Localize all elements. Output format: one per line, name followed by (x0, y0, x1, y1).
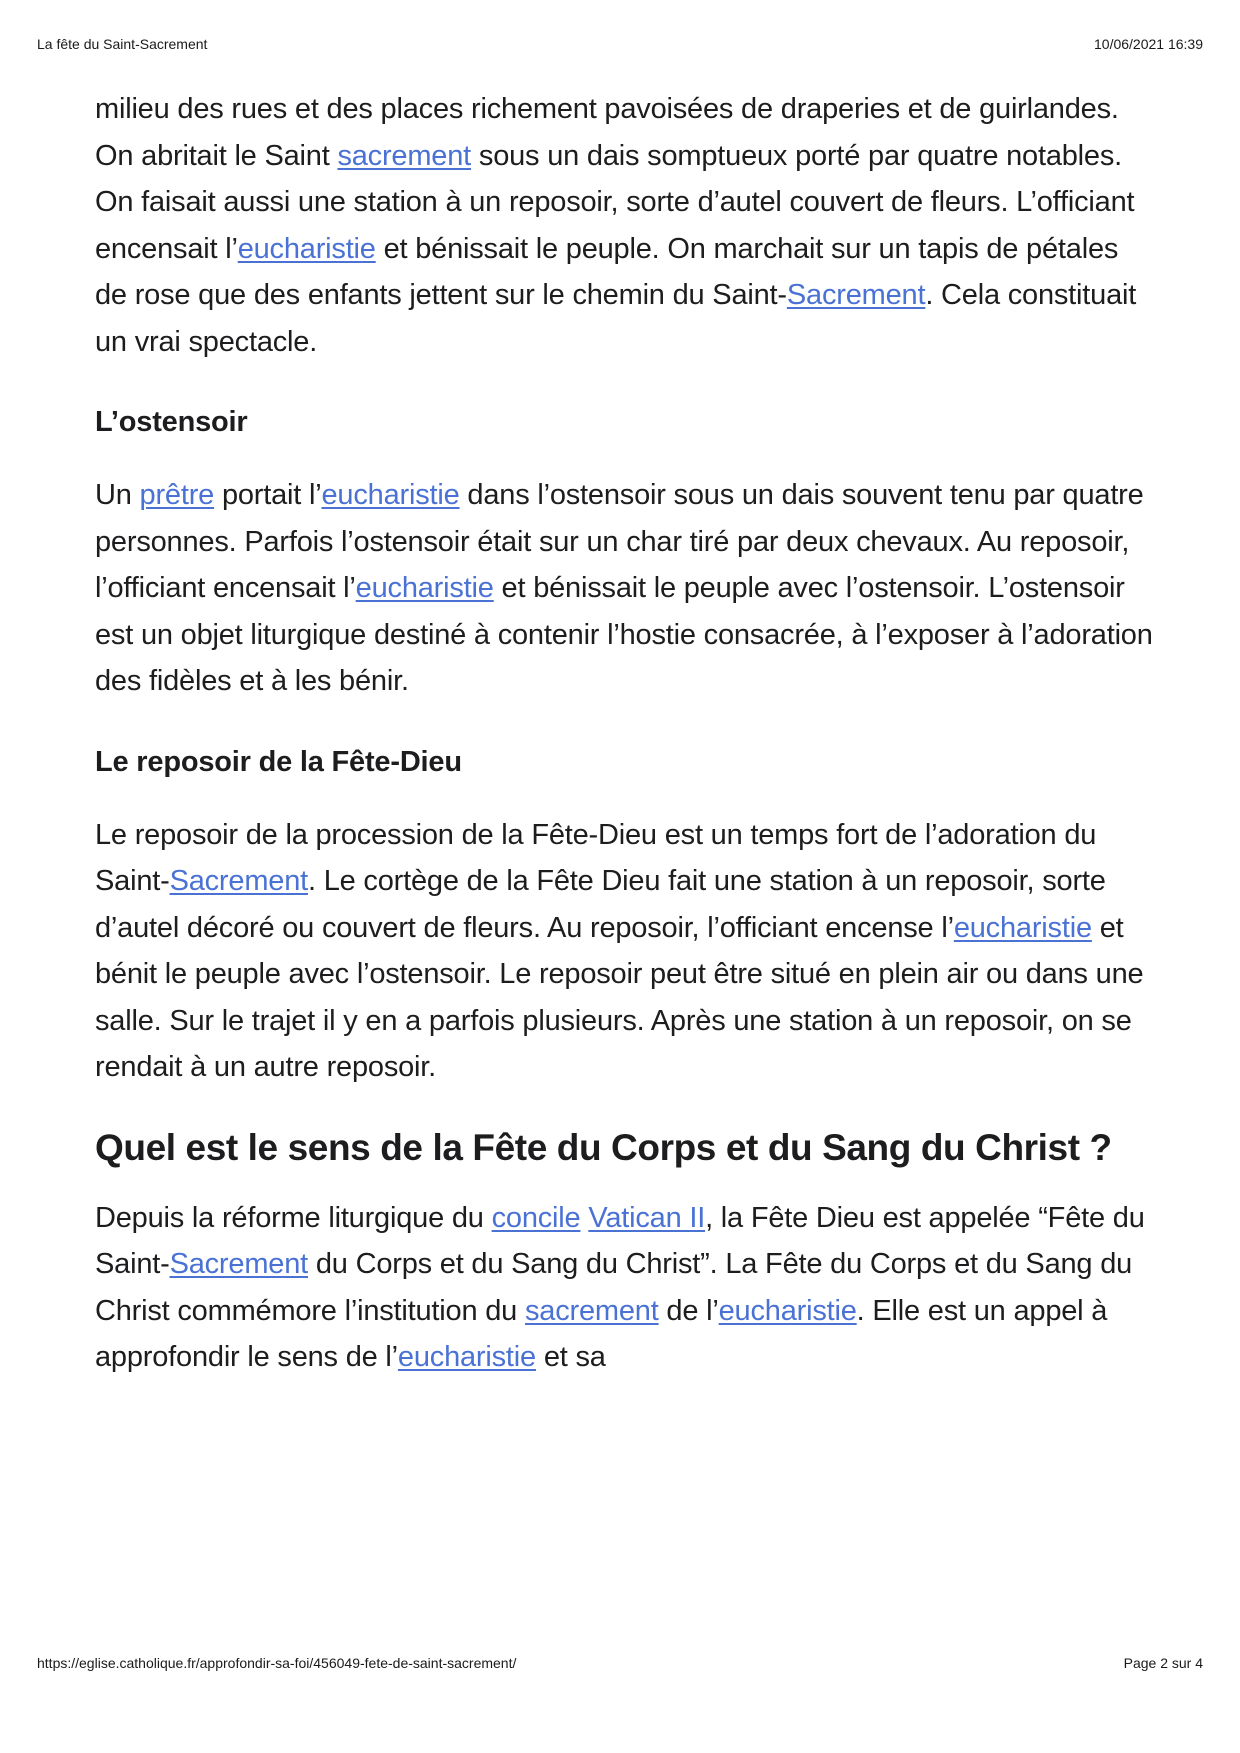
link-concile[interactable]: concile (491, 1201, 581, 1234)
print-header (37, 36, 1203, 52)
text-run: Depuis la réforme liturgique du (95, 1201, 492, 1234)
print-header-title: La fête du Saint-Sacrement (37, 36, 208, 52)
text-run: Le reposoir de la procession de la Fête-Dieu est un temps fort de l’adoration du Saint- (95, 818, 1097, 897)
text-run: dans l’ostensoir sous un dais souvent tenu par quatre personnes. Parfois l’ostensoir était sur un char tiré par deux chevaux. Au reposoir, l’officiant encensait l’ (95, 479, 1144, 604)
link-eucharistie[interactable]: eucharistie (397, 1341, 536, 1373)
link-eucharistie[interactable]: eucharistie (718, 1294, 857, 1327)
text-run: Un (95, 479, 140, 511)
text-run: sous un dais somptueux porté par quatre notables. On faisait aussi une station à un reposoir, sorte d’autel couvert de fleurs. L’officiant encensait l’ (95, 139, 1135, 265)
text-run: . Elle est un appel à approfondir le sens de l’ (95, 1294, 1108, 1373)
article-content (95, 86, 1155, 1415)
link-pretre[interactable]: prêtre (139, 479, 215, 511)
text-run: de l’ (658, 1294, 719, 1327)
text-run: . Le cortège de la Fête Dieu fait une station à un reposoir, sorte d’autel décoré ou couvert de fleurs. Au reposoir, l’officiant encense l’ (95, 865, 1106, 944)
text-run: , la Fête Dieu est appelée “Fête du Saint- (95, 1201, 1145, 1280)
link-eucharistie[interactable]: eucharistie (237, 232, 376, 265)
link-vatican-ii[interactable]: Vatican II (588, 1201, 706, 1234)
text-run: et bénit le peuple avec l’ostensoir. Le reposoir peut être situé en plein air ou dans une salle. Sur le trajet il y en a parfois plusieurs. Après une station à un reposoir, on se rendait à un autre reposoir. (95, 911, 1144, 1083)
text-run: du Corps et du Sang du Christ”. La Fête du Corps et du Sang du Christ commémore l’institution du (95, 1248, 1133, 1327)
link-sacrement[interactable]: Sacrement (786, 279, 926, 311)
heading-ostensoir: L’ostensoir (95, 406, 248, 438)
text-run: . Cela constituait un vrai spectacle. (95, 279, 1137, 358)
paragraph-procession (95, 86, 1155, 365)
link-sacrement[interactable]: Sacrement (169, 865, 308, 897)
print-footer (37, 1655, 1203, 1671)
text-run: et bénissait le peuple. On marchait sur un tapis de pétales de rose que des enfants jettent sur le chemin du Saint- (95, 232, 1119, 311)
paragraph-ostensoir (95, 472, 1155, 705)
paragraph-reposoir (95, 812, 1155, 1091)
link-sacrement[interactable]: sacrement (337, 139, 472, 172)
text-run: et sa (535, 1341, 606, 1373)
print-header-datetime: 10/06/2021 16:39 (1094, 36, 1203, 52)
link-eucharistie[interactable]: eucharistie (321, 479, 460, 511)
link-eucharistie[interactable]: eucharistie (953, 911, 1092, 944)
text-run: portait l’ (214, 479, 322, 511)
link-sacrement[interactable]: sacrement (524, 1294, 659, 1327)
heading-reposoir: Le reposoir de la Fête-Dieu (95, 745, 462, 778)
print-footer-page-number: Page 2 sur 4 (1123, 1655, 1203, 1671)
text-run: et bénissait le peuple avec l’ostensoir. L’ostensoir est un objet liturgique destiné à contenir l’hostie consacrée, à l’exposer à l’adoration des fidèles et à les bénir. (95, 572, 1153, 697)
paragraph-sens (95, 1195, 1155, 1381)
heading-sens-fete: Quel est le sens de la Fête du Corps et du Sang du Christ ? (95, 1126, 1112, 1168)
print-footer-url: https://eglise.catholique.fr/approfondir-sa-foi/456049-fete-de-saint-sacrement/ (37, 1655, 517, 1671)
link-sacrement[interactable]: Sacrement (169, 1248, 308, 1280)
link-eucharistie[interactable]: eucharistie (355, 572, 494, 604)
text-run: milieu des rues et des places richement pavoisées de draperies et de guirlandes. On abritait le Saint (95, 93, 1119, 172)
